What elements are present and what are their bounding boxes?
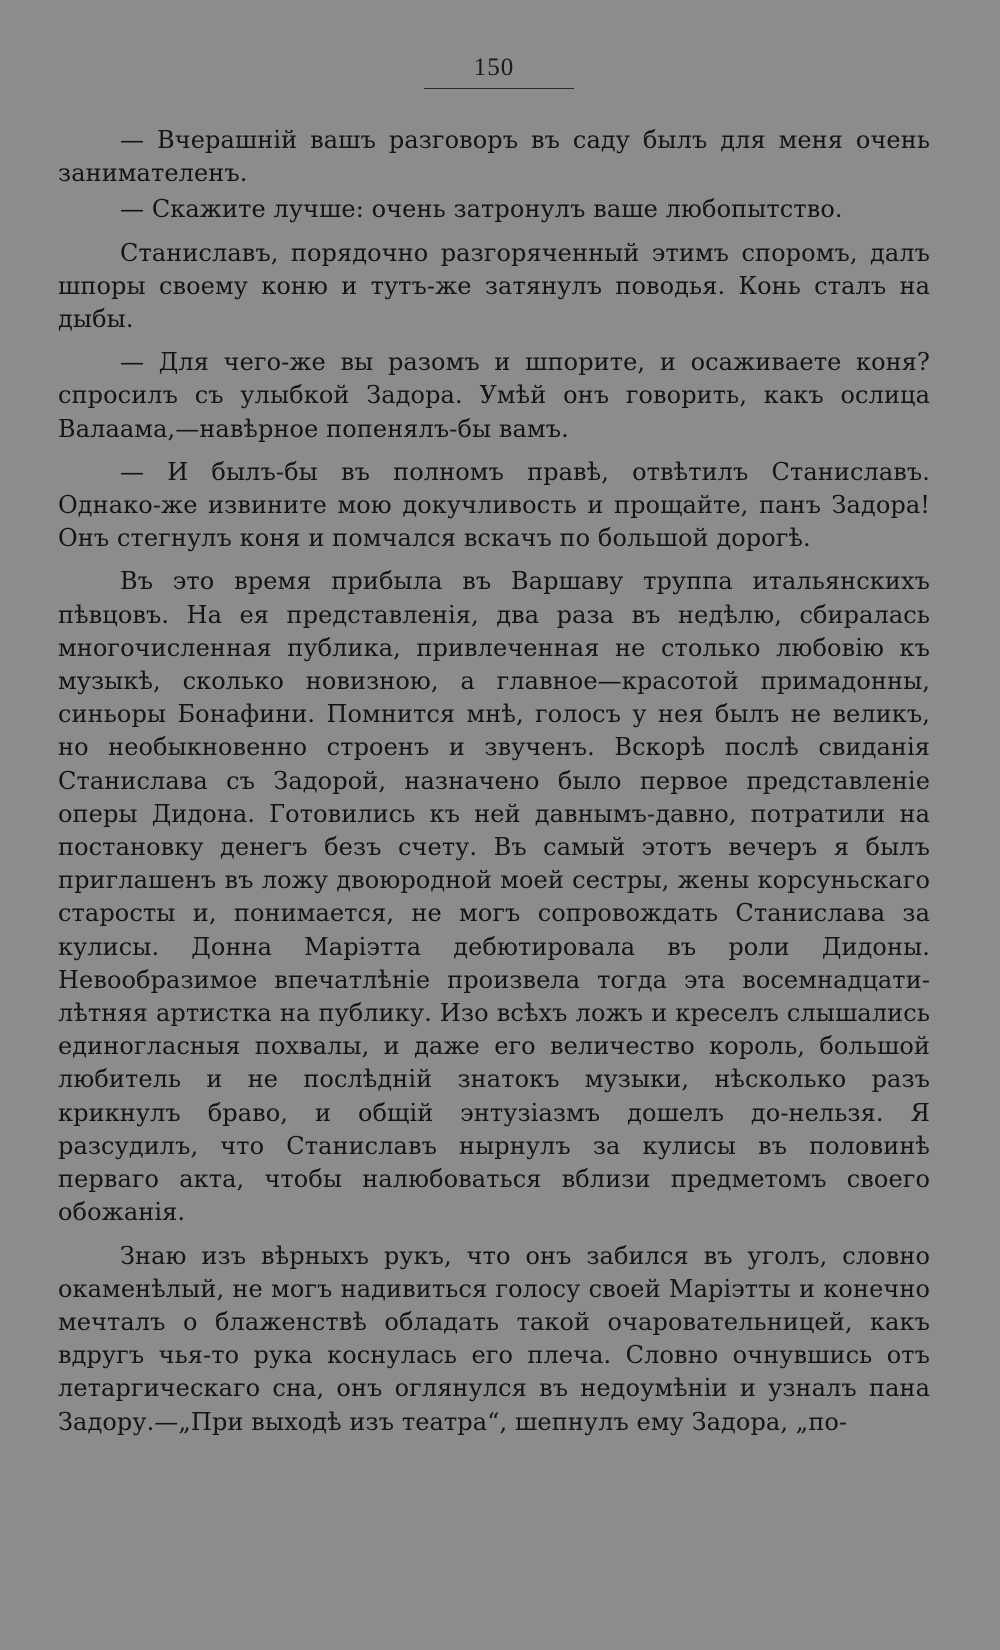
page-body <box>58 124 930 1439</box>
paragraph-4: — Для чего-же вы разомъ и шпорите, и осаживаете коня? спросилъ съ улыбкой Задора. Умѣй онъ говорить, какъ ослица Валаама,—навѣрное попенялъ-бы вамъ. <box>58 348 930 443</box>
paragraph-3: Станиславъ, порядочно разгоряченный этимъ споромъ, далъ шпоры своему коню и тутъ-же затянулъ поводья. Конь сталъ на дыбы. <box>58 238 930 334</box>
paragraph-2: — Скажите лучше: очень затронулъ ваше любопытство. <box>120 195 843 224</box>
book-page <box>58 48 930 1608</box>
paragraph-5: — И былъ-бы въ полномъ правѣ, отвѣтилъ Станиславъ. Однако-же извините мою докучливость и прощайте, панъ Задора! Онъ стегнулъ коня и помчался вскачъ по большой дорогѣ. <box>58 457 930 553</box>
page-number: 150 <box>473 54 515 81</box>
paragraph-7: Знаю изъ вѣрныхъ рукъ, что онъ забился въ уголъ, словно окаменѣлый, не могъ надивиться голосу своей Маріэтты и конечно мечталъ о блаженствѣ обладать такой очаровательницей, какъ вдругъ чья-то рука коснулась его плеча. Словно очнувшись отъ летаргическаго сна, онъ оглянулся въ недоумѣніи и узналъ пана Задору.—„При выходѣ изъ театра“, шепнулъ ему Задора, „по- <box>58 1241 930 1436</box>
paragraph-6: Въ это время прибыла въ Варшаву труппа итальянскихъ пѣвцовъ. На ея представленія, два раза въ недѣлю, сбиралась многочисленная публика, привлеченная не столько любовію къ музыкѣ, сколько новизною, а главное—красотой примадонны, синьоры Бонафини. Помнится мнѣ, голосъ у нея былъ не великъ, но необыкновенно строенъ и звученъ. Вскорѣ послѣ свиданія Станислава съ Задорой, назначено было первое представленіе оперы Дидона. Готовились къ ней давнымъ-давно, потратили на постановку денегъ безъ счету. Въ самый этотъ вечеръ я былъ приглашенъ въ ложу двоюродной моей сестры, жены корсуньскаго старосты и, понимается, не могъ сопровождать Станислава за кулисы. Донна Маріэтта дебютировала въ роли Дидоны. Невообразимое впечатлѣніе произвела тогда эта восемнадцати-лѣтняя артистка на публику. Изо всѣхъ ложъ и креселъ слышались единогласныя похвалы, и даже его величество король, большой любитель и не послѣдній знатокъ музыки, нѣсколько разъ крикнулъ браво, и общій энтузіазмъ дошелъ до-нельзя. Я разсудилъ, что Станиславъ нырнулъ за кулисы въ половинѣ перваго акта, чтобы налюбоваться вблизи предметомъ своего обожанія. <box>58 567 930 1227</box>
page-header <box>58 48 930 98</box>
header-rule <box>424 88 574 89</box>
paragraph-1: — Вчерашній вашъ разговоръ въ саду былъ для меня очень занимателенъ. <box>58 126 930 188</box>
